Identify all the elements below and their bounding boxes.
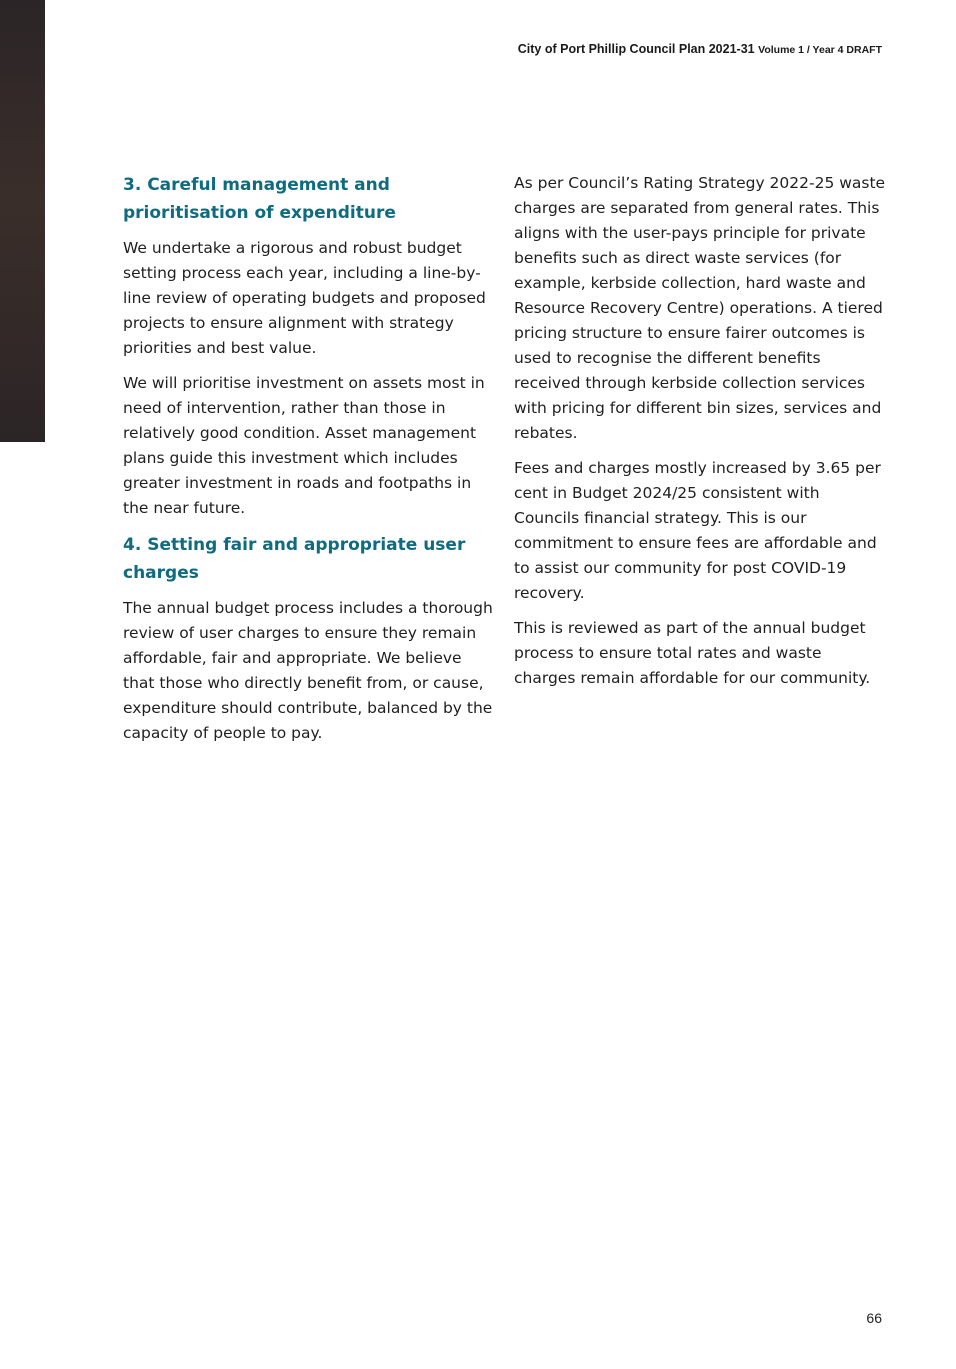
page-number: 66: [866, 1310, 882, 1326]
left-column: [123, 171, 495, 756]
section-3-heading: 3. Careful management and prioritisation of expenditure: [123, 175, 396, 223]
annual-review-paragraph: This is reviewed as part of the annual budget process to ensure total rates and waste charges remain affordable for our community.: [514, 619, 871, 687]
waste-charges-paragraph: As per Council’s Rating Strategy 2022-25 waste charges are separated from general rates. This aligns with the user-pays principle for private benefits such as direct waste services (for example, kerbside collection, hard waste and Resource Recovery Centre) operations. A tiered pricing structure to ensure fairer outcomes is used to recognise the different benefits received through kerbside collection services with pricing for different bin sizes, services and rebates.: [514, 174, 886, 442]
fees-and-charges-paragraph: Fees and charges mostly increased by 3.65 per cent in Budget 2024/25 consistent with Councils financial strategy. This is our commitment to ensure fees are affordable and to assist our community for post COVID-19 recovery.: [514, 459, 881, 602]
document-subtitle: Volume 1 / Year 4 DRAFT: [758, 44, 882, 56]
page-header: [518, 42, 882, 56]
section-3-paragraph-2: We will prioritise investment on assets most in need of intervention, rather than those in relatively good condition. Asset management plans guide this investment which includes greater investment in roads and footpaths in the near future.: [123, 374, 485, 517]
section-3-paragraph-1: We undertake a rigorous and robust budget setting process each year, including a line-by-line review of operating budgets and proposed projects to ensure alignment with strategy priorities and best value.: [123, 239, 486, 357]
right-column: [514, 171, 886, 701]
decorative-side-band: [0, 0, 45, 442]
document-title: City of Port Phillip Council Plan 2021-31: [517, 42, 755, 56]
section-4-paragraph-1: The annual budget process includes a thorough review of user charges to ensure they remain affordable, fair and appropriate. We believe that those who directly benefit from, or cause, expenditure should contribute, balanced by the capacity of people to pay.: [123, 599, 493, 742]
section-4-heading: 4. Setting fair and appropriate user charges: [123, 535, 466, 583]
